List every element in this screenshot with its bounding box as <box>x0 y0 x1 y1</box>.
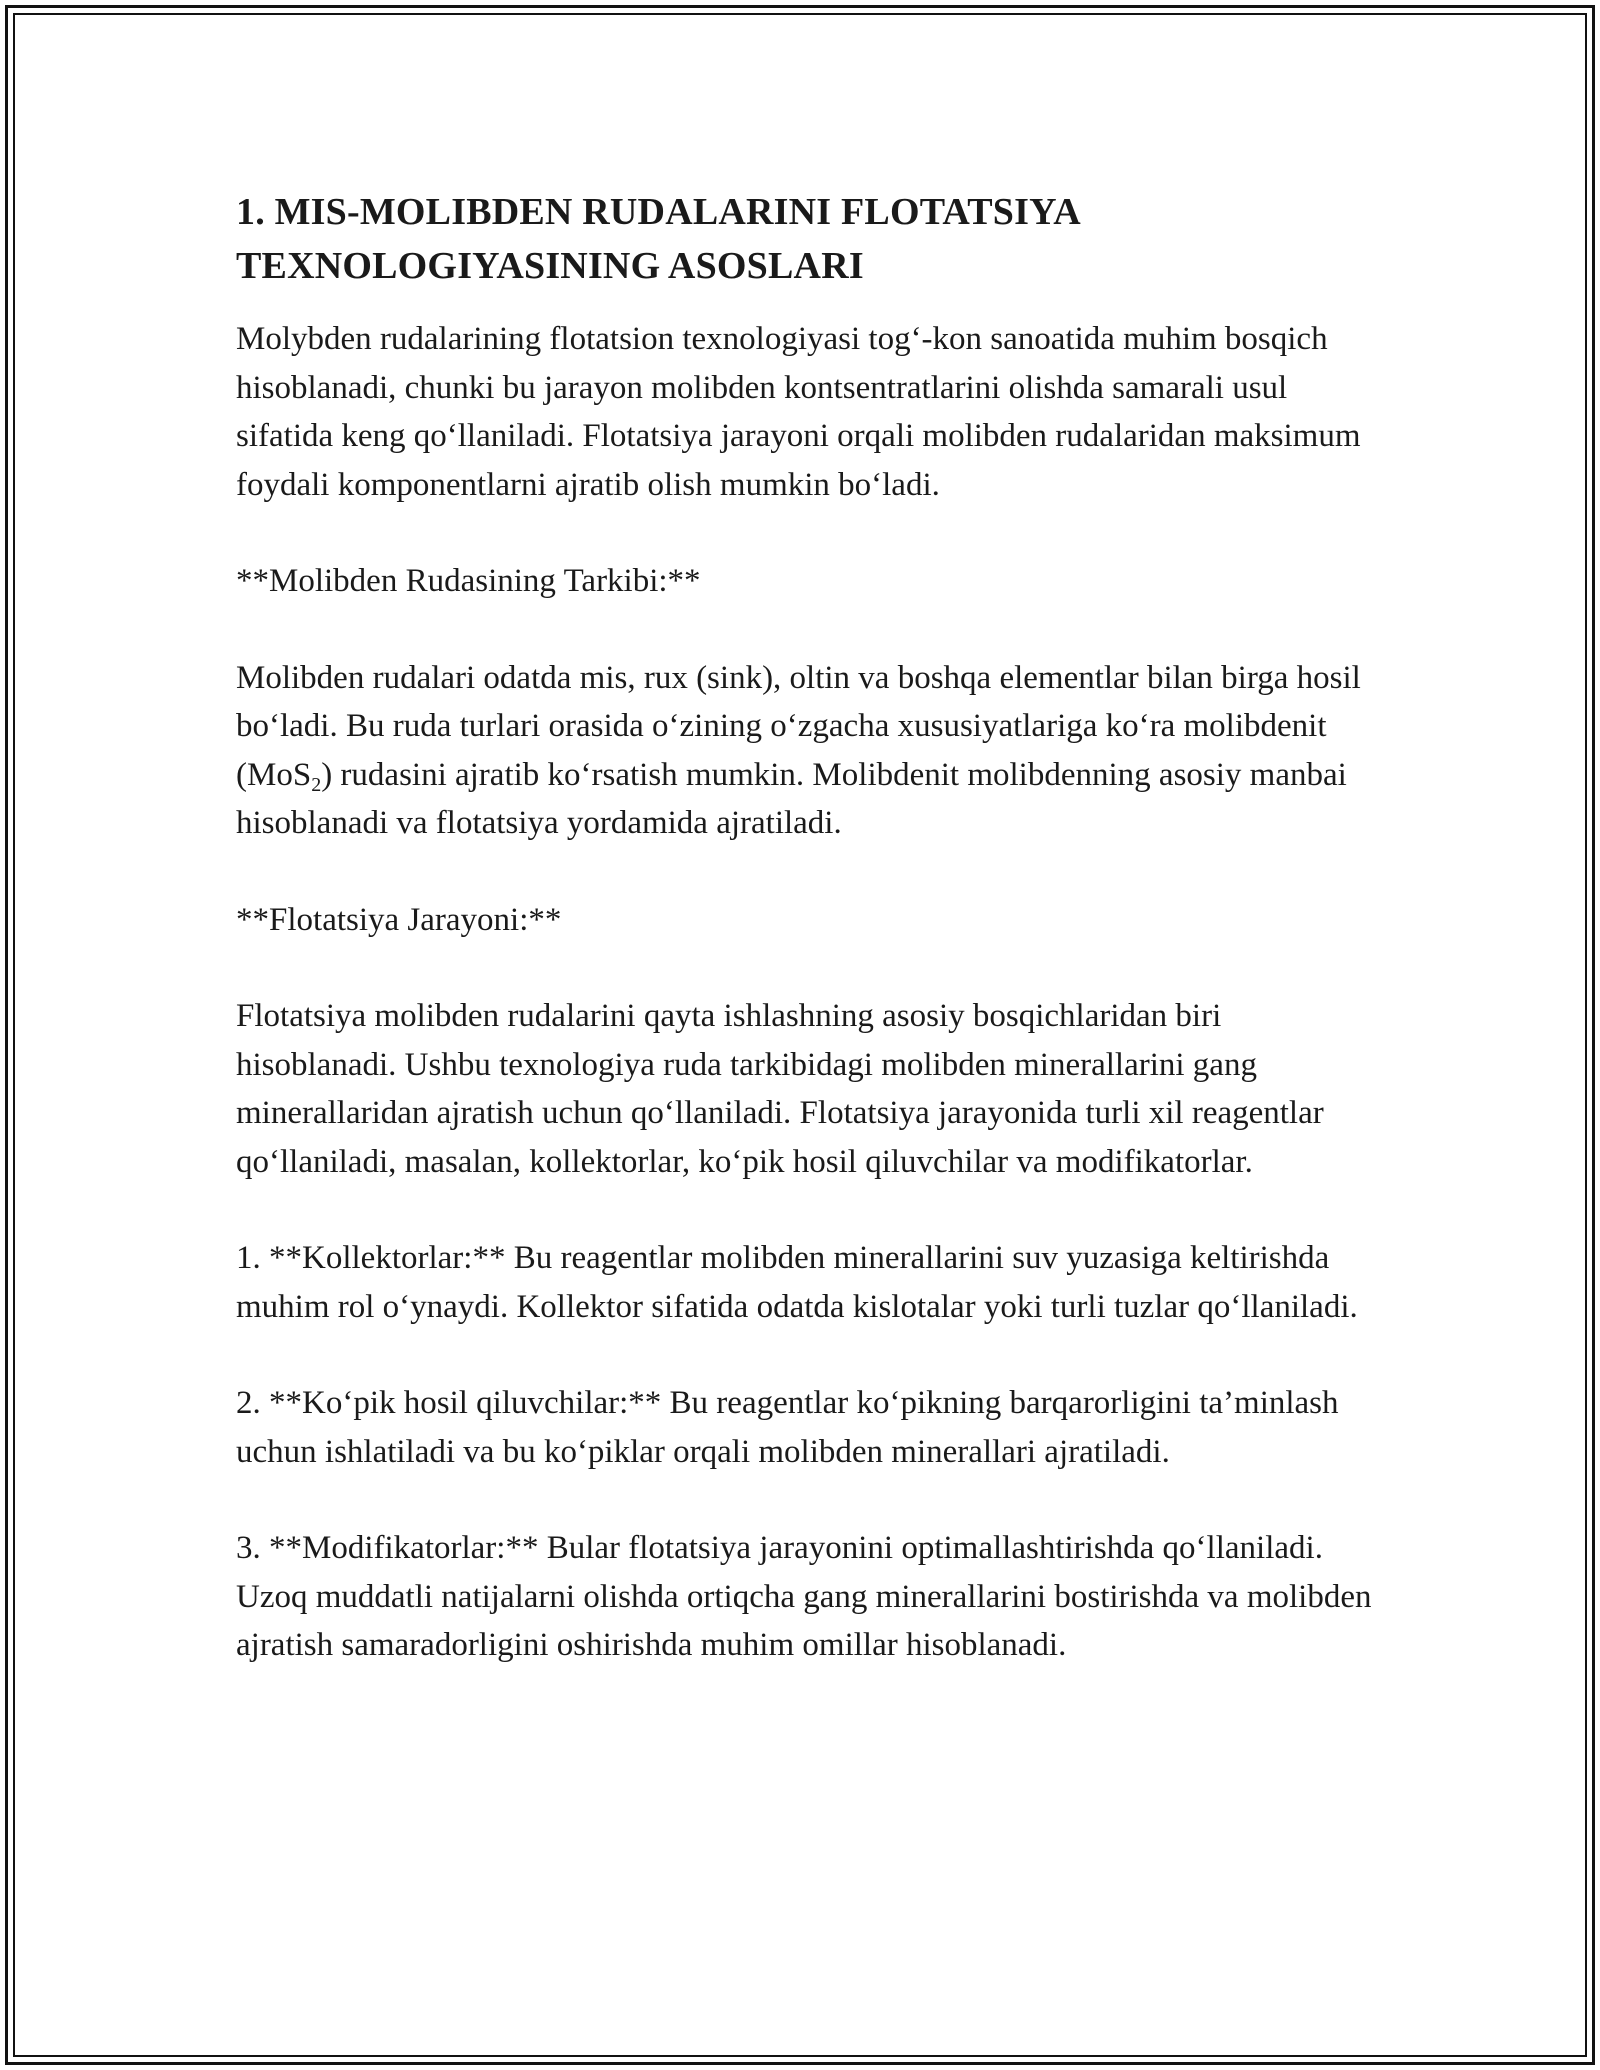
intro-paragraph: Molybden rudalarining flotatsion texnologiyasi tog‘-kon sanoatida muhim bosqich hisoblanadi, chunki bu jarayon molibden kontsentratlarini olishda samarali usul sifatida keng qo‘llaniladi. Flotatsiya jarayoni orqali molibden rudalaridan maksimum foydali komponentlarni ajratib olish mumkin bo‘ladi. <box>236 321 1361 503</box>
document-title: 1. MIS-MOLIBDEN RUDALARINI FLOTATSIYA TEXNOLOGIYASINING ASOSLARI <box>236 191 1079 287</box>
document-body <box>236 185 1376 1718</box>
list-item-frothers: 2. **Ko‘pik hosil qiluvchilar:** Bu reagentlar ko‘pikning barqarorligini ta’minlash uchun ishlatiladi va bu ko‘piklar orqali molibden minerallari ajratiladi. <box>236 1385 1339 1470</box>
composition-subscript: 2 <box>311 773 322 796</box>
list-item-modifiers: 3. **Modifikatorlar:** Bular flotatsiya jarayonini optimallashtirishda qo‘llaniladi. Uzoq muddatli natijalarni olishda ortiqcha gang minerallarini bostirishda va molibden ajratish samaradorligini oshirishda muhim omillar hisoblanadi. <box>236 1530 1372 1663</box>
process-heading: **Flotatsiya Jarayoni:** <box>236 901 562 938</box>
composition-text-part2: ) rudasini ajratib ko‘rsatish mumkin. Molibdenit molibdenning asosiy manbai hisoblanadi va flotatsiya yordamida ajratiladi. <box>236 756 1347 841</box>
process-paragraph: Flotatsiya molibden rudalarini qayta ishlashning asosiy bosqichlaridan biri hisoblanadi. Ushbu texnologiya ruda tarkibidagi molibden minerallarini gang minerallaridan ajratish uchun qo‘llaniladi. Flotatsiya jarayonida turli xil reagentlar qo‘llaniladi, masalan, kollektorlar, ko‘pik hosil qiluvchilar va modifikatorlar. <box>236 998 1324 1180</box>
composition-heading: **Molibden Rudasining Tarkibi:** <box>236 563 701 599</box>
composition-text-part1: Molibden rudalari odatda mis, rux (sink), oltin va boshqa elementlar bilan birga hosil bo‘ladi. Bu ruda turlari orasida o‘zining o‘zgacha xususiyatlariga ko‘ra molibdenit (MoS <box>236 659 1361 793</box>
list-item-collectors: 1. **Kollektorlar:** Bu reagentlar molibden minerallarini suv yuzasiga keltirishda muhim rol o‘ynaydi. Kollektor sifatida odatda kislotalar yoki turli tuzlar qo‘llaniladi. <box>236 1240 1358 1325</box>
composition-paragraph <box>236 654 1376 848</box>
